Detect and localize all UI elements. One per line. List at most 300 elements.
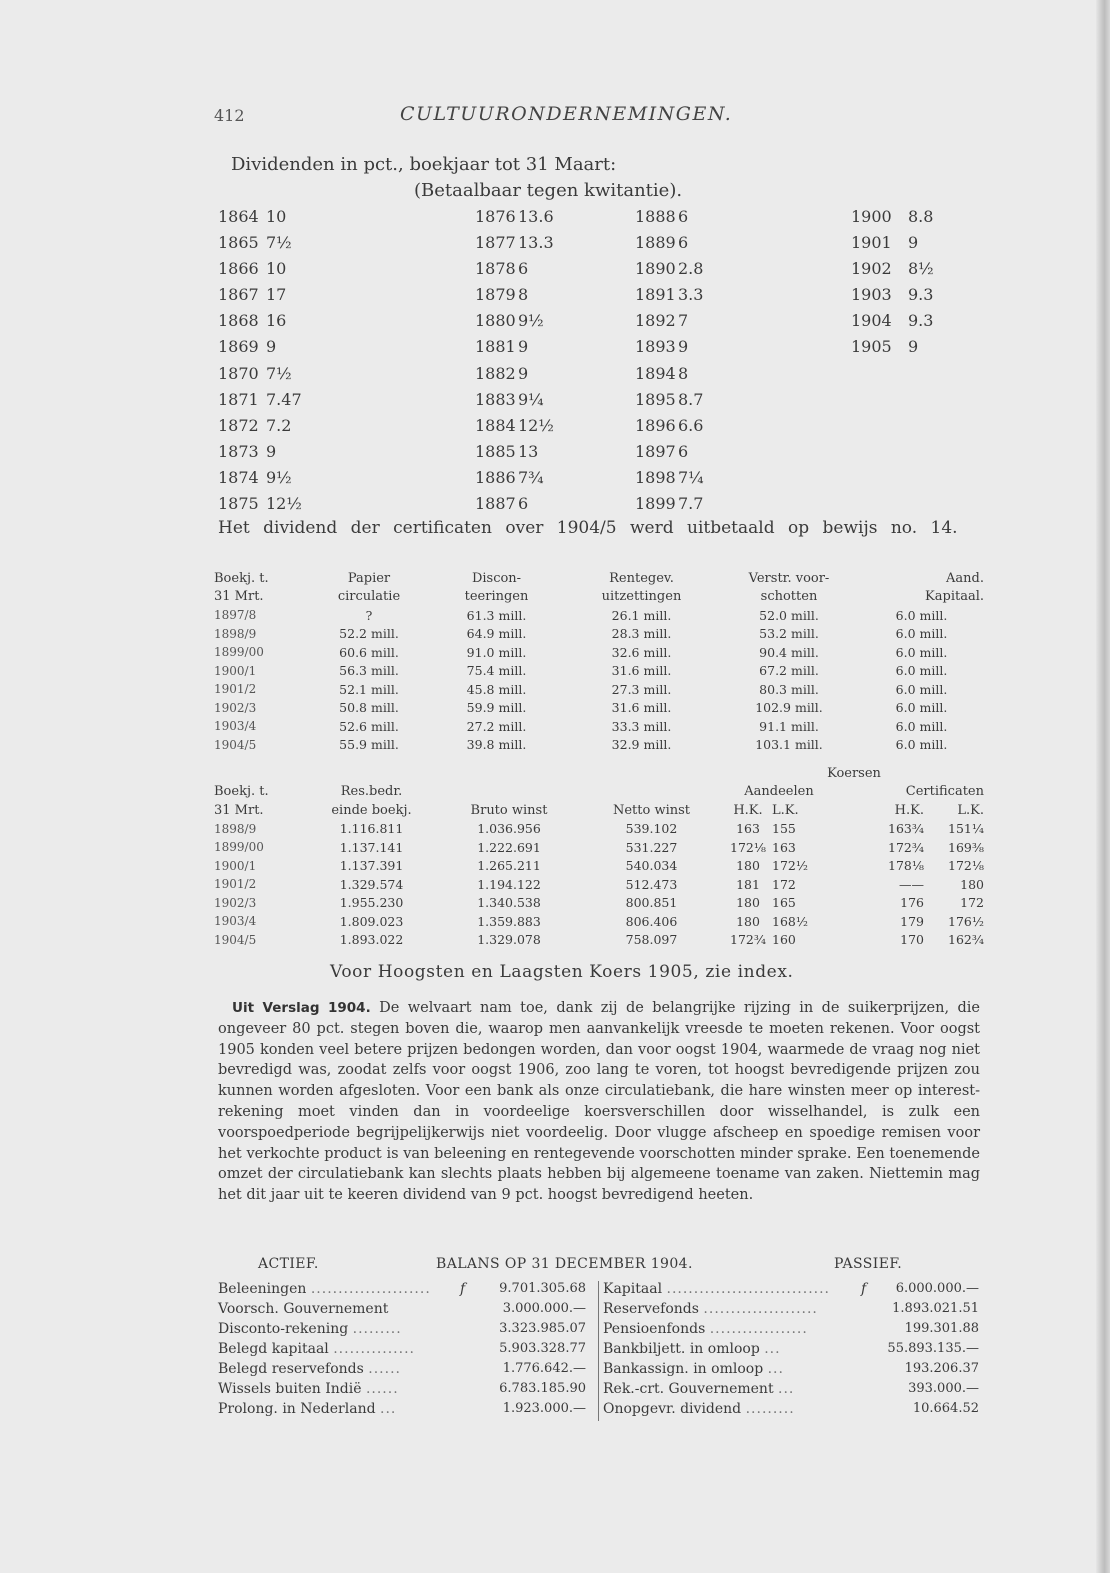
table-cell: 32.9 mill.: [611, 737, 672, 753]
balance-label-text: Onopgevr. dividend: [603, 1401, 742, 1417]
dividend-year: 1882: [475, 363, 516, 383]
balance-actief: [218, 1281, 586, 1421]
table-cell: 1.265.211: [477, 858, 541, 874]
table-cell: 103.1 mill.: [755, 737, 823, 753]
dividend-year: 1891: [635, 285, 676, 305]
dividend-row: [218, 259, 978, 285]
table-cell: 33.3 mill.: [611, 718, 672, 734]
table-cell: 758.097: [625, 932, 678, 948]
koers-index-note: Voor Hoogsten en Laagsten Koers 1905, zie index.: [330, 962, 794, 982]
table-cell: 163¾: [888, 821, 924, 837]
table-cell: 1902/3: [214, 895, 257, 910]
table-row: [214, 820, 984, 839]
dividend-row: [218, 233, 978, 259]
dividend-value: 6: [518, 494, 529, 514]
column-header: Discon-: [471, 570, 522, 586]
results-table: [214, 764, 984, 949]
balance-label-text: Belegd reservefonds: [218, 1361, 364, 1377]
dividend-value: 7: [678, 311, 689, 331]
table-cell: 52.6 mill.: [339, 718, 399, 734]
table-cell: 180: [736, 895, 760, 911]
table-cell: 6.0 mill.: [895, 607, 948, 623]
balance-row: [218, 1301, 586, 1321]
balance-row: [218, 1281, 586, 1301]
dividend-value: 17: [266, 285, 287, 305]
table-cell: ?: [365, 607, 373, 623]
table-cell: 1.340.538: [477, 895, 541, 911]
table-cell: ——: [899, 876, 924, 892]
table-cell: 1900/1: [214, 663, 257, 678]
dividend-value: 9: [266, 441, 277, 461]
guilder-sign: f: [460, 1281, 466, 1297]
dividend-value: 9¼: [518, 389, 544, 409]
header-hk2: H.K.: [894, 802, 924, 818]
table-cell: 180: [736, 858, 760, 874]
table-cell: 1902/3: [214, 700, 257, 715]
table-cell: 1.809.023: [339, 913, 404, 929]
table-cell: 172⅛: [948, 858, 984, 874]
balance-row: [218, 1361, 586, 1381]
dividend-year: 1864: [218, 207, 259, 226]
dividend-year: 1872: [218, 415, 259, 435]
dividend-value: 9½: [266, 467, 292, 487]
table-cell: 165: [772, 895, 796, 911]
column-header: uitzettingen: [601, 589, 682, 605]
dividend-year: 1888: [635, 207, 676, 226]
dividend-value: 7.47: [266, 389, 302, 409]
table-cell: 179: [900, 913, 924, 929]
balance-value: 1.776.642.—: [502, 1361, 586, 1376]
table-cell: 80.3 mill.: [759, 681, 819, 697]
dividend-title: Dividenden in pct., boekjaar tot 31 Maart:: [231, 154, 617, 175]
table-cell: 27.3 mill.: [611, 681, 672, 697]
dividend-value: 7½: [266, 233, 292, 253]
table-cell: 539.102: [625, 821, 678, 837]
dividend-year: 1884: [475, 415, 516, 435]
header-res1: Res.bedr.: [340, 784, 403, 800]
table-cell: 61.3 mill.: [466, 607, 527, 623]
column-header: Verstr. voor-: [748, 570, 830, 586]
balance-label: [603, 1361, 784, 1377]
table-cell: 172½: [772, 858, 808, 874]
table-cell: 45.8 mill.: [466, 681, 527, 697]
table-row: [214, 838, 984, 857]
balance-row: [599, 1381, 979, 1401]
table-cell: 27.2 mill.: [466, 718, 527, 734]
circulation-table: [214, 569, 984, 754]
table-cell: 6.0 mill.: [895, 663, 948, 679]
dividend-year: 1866: [218, 259, 259, 279]
table-cell: 32.6 mill.: [611, 644, 672, 660]
dividend-value: 9: [266, 337, 277, 357]
table-cell: 1903/4: [214, 719, 257, 734]
column-header: 31 Mrt.: [214, 589, 264, 605]
dividend-year: 1867: [218, 285, 259, 305]
balance-value: 6.000.000.—: [895, 1281, 979, 1296]
balance-label-text: Wissels buiten Indië: [218, 1381, 362, 1397]
balance-label: [218, 1361, 401, 1377]
table-cell: 1.955.230: [339, 895, 404, 911]
table-cell: 181: [736, 876, 760, 892]
dividend-year: 1896: [635, 415, 676, 435]
table-cell: 67.2 mill.: [759, 663, 819, 679]
page-binding-edge: [1096, 0, 1110, 1573]
balance-label-text: Reservefonds: [603, 1301, 699, 1317]
table-cell: 52.2 mill.: [339, 626, 399, 642]
leader-dots: .....................: [703, 1301, 818, 1317]
dividend-value: 8½: [908, 259, 934, 279]
table-cell: 6.0 mill.: [895, 700, 948, 716]
balance-label-text: Belegd kapitaal: [218, 1341, 329, 1357]
table-cell: 160: [772, 932, 796, 948]
table-row: [214, 931, 984, 950]
balance-label-text: Rek.-crt. Gouvernement: [603, 1381, 774, 1397]
table-row: [214, 606, 984, 625]
table-cell: 55.9 mill.: [339, 737, 399, 753]
report-excerpt: [218, 998, 980, 1206]
table-cell: 180: [736, 913, 760, 929]
dividend-year: 1903: [851, 285, 892, 305]
dividend-value: 6: [678, 441, 689, 461]
dividend-subtitle: (Betaalbaar tegen kwitantie).: [414, 180, 683, 201]
balance-value: 393.000.—: [908, 1381, 979, 1396]
passief-label: PASSIEF.: [834, 1256, 903, 1272]
dividend-value: 10: [266, 207, 287, 226]
dividend-value: 7½: [266, 363, 292, 383]
balance-label: [603, 1321, 808, 1337]
dividend-value: 13: [518, 441, 539, 461]
table-cell: 531.227: [625, 839, 678, 855]
dividend-year: 1895: [635, 389, 676, 409]
dividend-value: 6: [678, 207, 689, 226]
table-header-row: [214, 588, 984, 607]
table-cell: 1899/00: [214, 645, 264, 660]
table-cell: 52.0 mill.: [759, 607, 819, 623]
header-bruto: Bruto winst: [470, 802, 548, 818]
dividend-row: [218, 468, 978, 494]
balance-label-text: Bankassign. in omloop: [603, 1361, 764, 1377]
balance-value: 3.000.000.—: [502, 1301, 586, 1316]
table-cell: 53.2 mill.: [759, 626, 819, 642]
table-cell: 162¾: [948, 932, 984, 948]
table-cell: 1.222.691: [477, 839, 541, 855]
table-cell: 91.1 mill.: [759, 718, 819, 734]
table-cell: 1904/5: [214, 932, 257, 947]
dividend-value: 9½: [518, 311, 544, 331]
table-cell: 1898/9: [214, 626, 257, 641]
table-cell: 155: [772, 821, 796, 837]
table-cell: 26.1 mill.: [611, 607, 672, 623]
balance-label: [218, 1401, 396, 1417]
dividend-year: 1886: [475, 467, 516, 487]
balance-value: 55.893.135.—: [887, 1341, 979, 1356]
balance-row: [218, 1401, 586, 1421]
table-cell: 540.034: [625, 858, 678, 874]
dividend-year: 1870: [218, 363, 259, 383]
dividend-value: 9.3: [908, 285, 934, 305]
balance-value: 199.301.88: [904, 1321, 979, 1336]
table-cell: 6.0 mill.: [895, 737, 948, 753]
dividend-year: 1892: [635, 311, 676, 331]
table-cell: 178⅛: [888, 858, 924, 874]
table-cell: 176½: [948, 913, 984, 929]
table-cell: 169⅜: [948, 839, 984, 855]
balance-label: [218, 1301, 388, 1317]
header-lk: L.K.: [772, 802, 799, 818]
table-cell: 39.8 mill.: [466, 737, 527, 753]
table-cell: 1.329.078: [477, 932, 541, 948]
table-cell: 172: [772, 876, 796, 892]
report-heading: Uit Verslag 1904.: [232, 1000, 371, 1016]
balance-row: [599, 1361, 979, 1381]
table-cell: 90.4 mill.: [759, 644, 819, 660]
dividend-year: 1894: [635, 363, 676, 383]
table-row: [214, 894, 984, 913]
table-cell: 91.0 mill.: [466, 644, 527, 660]
dividend-value: 8.8: [908, 207, 934, 226]
leader-dots: ...: [778, 1381, 795, 1397]
dividend-table: [218, 207, 978, 520]
table-cell: 75.4 mill.: [466, 663, 527, 679]
balance-label-text: Kapitaal: [603, 1281, 663, 1297]
balance-row: [218, 1321, 586, 1341]
dividend-value: 2.8: [678, 259, 704, 279]
balance-label: [603, 1401, 795, 1417]
balance-row: [599, 1401, 979, 1421]
column-header: Rentegev.: [609, 570, 674, 586]
table-row: [214, 875, 984, 894]
actief-label: ACTIEF.: [258, 1256, 319, 1272]
table-cell: 151¼: [948, 821, 984, 837]
aandeelen-header: Aandeelen: [744, 784, 814, 800]
table-cell: 102.9 mill.: [755, 700, 823, 716]
table-cell: 1899/00: [214, 840, 264, 855]
balance-value: 10.664.52: [912, 1401, 979, 1416]
table-cell: 172¾: [888, 839, 924, 855]
table-cell: 1.116.811: [339, 821, 404, 837]
dividend-row: [218, 207, 978, 233]
balance-row: [218, 1381, 586, 1401]
certificaten-header: Certificaten: [905, 784, 984, 800]
header-mrt: 31 Mrt.: [214, 802, 264, 818]
table-row: [214, 912, 984, 931]
dividend-year: 1898: [635, 467, 676, 487]
dividend-year: 1868: [218, 311, 259, 331]
table-cell: 6.0 mill.: [895, 718, 948, 734]
balance-row: [218, 1341, 586, 1361]
table-cell: 1904/5: [214, 737, 257, 752]
table-cell: 163: [736, 821, 760, 837]
column-header: Aand.: [946, 570, 984, 586]
table-cell: 1.359.883: [477, 913, 541, 929]
table-cell: 31.6 mill.: [611, 663, 672, 679]
dividend-year: 1897: [635, 441, 676, 461]
dividend-row: [218, 416, 978, 442]
table-cell: 1.137.391: [339, 858, 404, 874]
balance-label: [603, 1301, 818, 1317]
table-cell: 512.473: [625, 876, 678, 892]
dividend-value: 8: [678, 363, 689, 383]
table-cell: 59.9 mill.: [466, 700, 527, 716]
report-text: De welvaart nam toe, dank zij de belangrijke rijzing in de suikerprijzen, die ongeveer 80 pct. stegen boven die, waarop men aanvankelijk vreesde te moeten rekenen. Voor oogst 1905 konden veel betere prijzen bedongen worden, dan voor oogst 1904, waarmede de vraag nog niet bevredigd was, zoodat zelfs voor oogst 1906, zoo lang te voren, tot hoogst bevredigende prijzen zou kunnen worden afgesloten. Voor een bank als onze circulatiebank, die hare winsten meer op interest-rekening moet vinden dan in voordeelige koersverschillen door wisselhandel, is zulk een voorspoedperiode begrijpelijkerwijs niet voordeelig. Door vlugge afscheep en spoedige remisen voor het verkochte product is van beleening en rentegevende voorschotten minder sprake. Een toenemende omzet der circulatiebank kan slechts plaats hebben bij algemeene toename van zaken. Niettemin mag het dit jaar uit te keeren dividend van 9 pct. hoogst bevredigend heeten.: [218, 1000, 980, 1204]
column-header: Papier: [347, 570, 391, 586]
table-cell: 1.329.574: [339, 876, 404, 892]
table-row: [214, 680, 984, 699]
table-cell: 163: [772, 839, 796, 855]
balance-value: 6.783.185.90: [499, 1381, 586, 1396]
column-header: teeringen: [464, 589, 529, 605]
dividend-value: 9: [518, 337, 529, 357]
balance-row: [599, 1321, 979, 1341]
guilder-sign: f: [861, 1281, 867, 1297]
dividend-year: 1883: [475, 389, 516, 409]
table-cell: 6.0 mill.: [895, 644, 948, 660]
leader-dots: ...: [764, 1341, 781, 1357]
balance-label-text: Disconto-rekening: [218, 1321, 349, 1337]
dividend-year: 1902: [851, 259, 892, 279]
column-header: Kapitaal.: [925, 589, 984, 605]
dividend-year: 1893: [635, 337, 676, 357]
dividend-value: 9: [908, 233, 919, 253]
header-lk2: L.K.: [957, 802, 984, 818]
dividend-year: 1865: [218, 233, 259, 253]
dividend-value: 8: [518, 285, 529, 305]
dividend-value: 12½: [518, 415, 554, 435]
balance-value: 1.893.021.51: [892, 1301, 979, 1316]
balance-value: 5.903.328.77: [499, 1341, 586, 1356]
balance-label: [603, 1281, 830, 1297]
table-row: [214, 736, 984, 755]
balance-passief: [598, 1281, 979, 1421]
dividend-value: 9: [518, 363, 529, 383]
balance-value: 193.206.37: [904, 1361, 979, 1376]
table-cell: 1.137.141: [339, 839, 404, 855]
dividend-value: 9.3: [908, 311, 934, 331]
balance-label: [218, 1381, 399, 1397]
table-cell: 172¾: [730, 932, 766, 948]
table-row: [214, 662, 984, 681]
dividend-year: 1905: [851, 337, 892, 357]
header-hk: H.K.: [733, 802, 763, 818]
table-row: [214, 643, 984, 662]
dividend-value: 9: [678, 337, 689, 357]
balance-row: [599, 1301, 979, 1321]
column-header: Boekj. t.: [214, 570, 269, 586]
running-head: CULTUURONDERNEMINGEN.: [400, 103, 733, 125]
dividend-year: 1889: [635, 233, 676, 253]
table-cell: 170: [900, 932, 924, 948]
koersen-header: Koersen: [827, 765, 881, 781]
dividend-row: [218, 390, 978, 416]
dividend-value: 7¼: [678, 467, 704, 487]
dividend-value: 7¾: [518, 467, 544, 487]
header-netto: Netto winst: [612, 802, 691, 818]
table-cell: 172: [960, 895, 984, 911]
dividend-year: 1885: [475, 441, 516, 461]
balance-label: [218, 1281, 431, 1297]
leader-dots: ......: [368, 1361, 401, 1377]
table-row: [214, 717, 984, 736]
table-cell: 1900/1: [214, 858, 257, 873]
dividend-year: 1901: [851, 233, 892, 253]
dividend-value: 9: [908, 337, 919, 357]
balance-label: [603, 1341, 781, 1357]
dividend-year: 1879: [475, 285, 516, 305]
dividend-year: 1899: [635, 494, 676, 514]
table-cell: 1.036.956: [477, 821, 541, 837]
balance-value: 3.323.985.07: [499, 1321, 586, 1336]
leader-dots: ...: [767, 1361, 784, 1377]
balance-label: [218, 1341, 415, 1357]
dividend-year: 1874: [218, 467, 259, 487]
table-cell: 1897/8: [214, 608, 257, 623]
table-cell: 180: [960, 876, 984, 892]
leader-dots: ..................: [709, 1321, 808, 1337]
balance-row: [599, 1341, 979, 1361]
balance-title: BALANS OP 31 DECEMBER 1904.: [436, 1256, 693, 1272]
balance-label-text: Beleeningen: [218, 1281, 307, 1297]
dividend-value: 12½: [266, 494, 302, 514]
dividend-year: 1871: [218, 389, 259, 409]
balance-label-text: Voorsch. Gouvernement: [218, 1301, 389, 1317]
leader-dots: ...: [380, 1401, 397, 1417]
dividend-year: 1890: [635, 259, 676, 279]
table-cell: 800.851: [625, 895, 678, 911]
table-cell: 60.6 mill.: [339, 644, 399, 660]
leader-dots: ..............................: [666, 1281, 831, 1297]
dividend-year: 1900: [851, 207, 892, 226]
table-cell: 172⅛: [730, 839, 766, 855]
dividend-row: [218, 311, 978, 337]
certificate-note: Het dividend der certificaten over 1904/5 werd uitbetaald op bewijs no. 14.: [218, 518, 958, 538]
table-cell: 6.0 mill.: [895, 626, 948, 642]
dividend-value: 13.6: [518, 207, 554, 226]
table-cell: 64.9 mill.: [466, 626, 527, 642]
dividend-year: 1887: [475, 494, 516, 514]
balance-label: [218, 1321, 402, 1337]
dividend-year: 1878: [475, 259, 516, 279]
table-row: [214, 699, 984, 718]
dividend-value: 13.3: [518, 233, 554, 253]
balance-label-text: Bankbiljett. in omloop: [603, 1341, 760, 1357]
dividend-year: 1904: [851, 311, 892, 331]
dividend-year: 1876: [475, 207, 516, 226]
balance-value: 1.923.000.—: [502, 1401, 586, 1416]
dividend-value: 8.7: [678, 389, 704, 409]
balance-row: [599, 1281, 979, 1301]
dividend-value: 6: [678, 233, 689, 253]
dividend-year: 1881: [475, 337, 516, 357]
balance-label-text: Prolong. in Nederland: [218, 1401, 376, 1417]
balance-label: [603, 1381, 794, 1397]
dividend-row: [218, 337, 978, 363]
column-header: circulatie: [337, 589, 401, 605]
dividend-value: 10: [266, 259, 287, 279]
dividend-row: [218, 364, 978, 390]
leader-dots: ......: [365, 1381, 399, 1397]
balance-value: 9.701.305.68: [499, 1281, 586, 1296]
table-cell: 6.0 mill.: [895, 681, 948, 697]
table-cell: 168½: [772, 913, 808, 929]
dividend-year: 1880: [475, 311, 516, 331]
header-boekj: Boekj. t.: [214, 784, 269, 800]
dividend-value: 16: [266, 311, 287, 331]
table-cell: 1.194.122: [477, 876, 541, 892]
dividend-year: 1869: [218, 337, 259, 357]
dividend-year: 1873: [218, 441, 259, 461]
table-cell: 1898/9: [214, 821, 257, 836]
dividend-row: [218, 285, 978, 311]
